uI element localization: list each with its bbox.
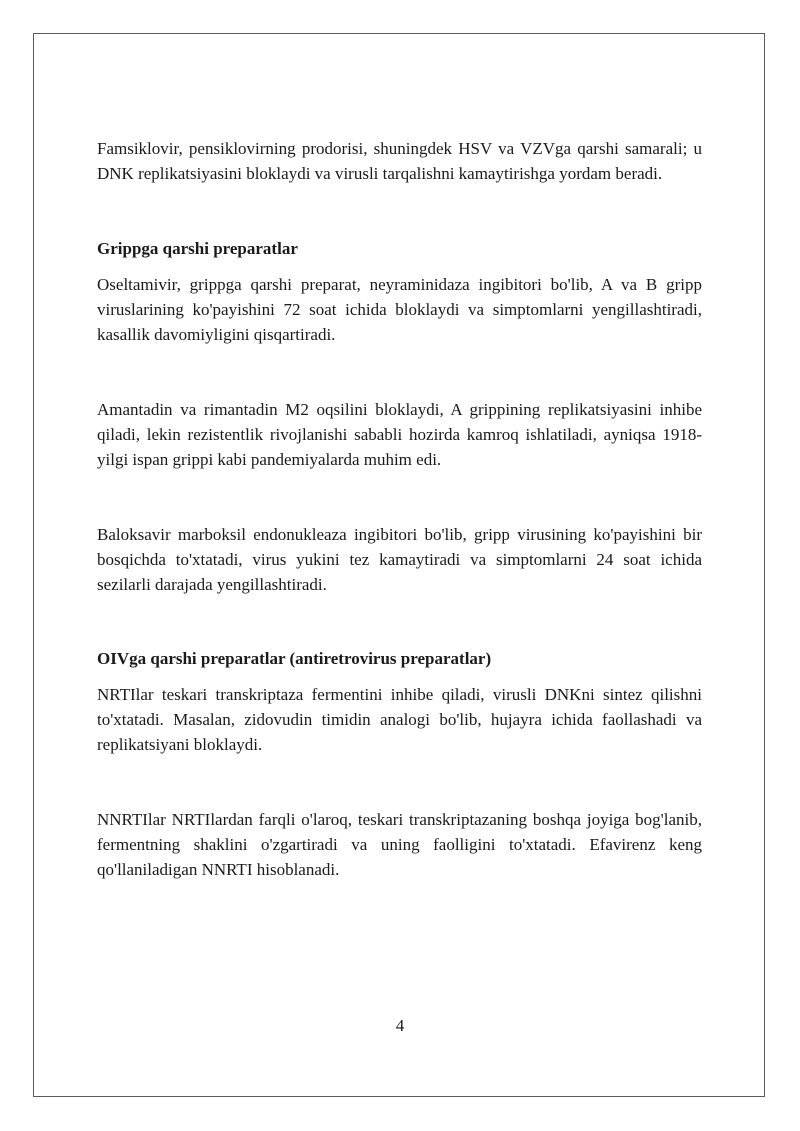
page-content	[97, 136, 702, 882]
paragraph-nnrti: NNRTIlar NRTIlardan farqli o'laroq, teskari transkriptazaning boshqa joyiga bog'lanib, fermentning shaklini o'zgartiradi va uning faolligini to'xtatadi. Efavirenz keng qo'llaniladigan NNRTI hisoblanadi.	[97, 810, 702, 879]
page-number: 4	[395, 1016, 405, 1035]
paragraph-nrti: NRTIlar teskari transkriptaza fermentini inhibe qiladi, virusli DNKni sintez qilishni to'xtatadi. Masalan, zidovudin timidin analogi bo'lib, hujayra ichida faollashadi va replikatsiyani bloklaydi.	[97, 685, 702, 754]
paragraph-oseltamivir: Oseltamivir, grippga qarshi preparat, neyraminidaza ingibitori bo'lib, A va B gripp viruslarining ko'payishini 72 soat ichida bloklaydi va simptomlarni yengillashtiradi, kasallik davomiyligini qisqartiradi.	[97, 275, 702, 344]
paragraph-amantadine: Amantadin va rimantadin M2 oqsilini bloklaydi, A grippining replikatsiyasini inhibe qiladi, lekin rezistentlik rivojlanishi sababli hozirda kamroq ishlatiladi, ayniqsa 1918-yilgi ispan grippi kabi pandemiyalarda muhim edi.	[97, 400, 702, 469]
paragraph-baloxavir: Baloksavir marboksil endonukleaza ingibitori bo'lib, gripp virusining ko'payishini bir bosqichda to'xtatadi, virus yukini tez kamaytiradi va simptomlarni 24 soat ichida sezilarli darajada yengillashtiradi.	[97, 525, 702, 594]
heading-influenza-drugs: Grippga qarshi preparatlar	[97, 239, 298, 258]
paragraph-famciclovir: Famsiklovir, pensiklovirning prodorisi, shuningdek HSV va VZVga qarshi samarali; u DNK replikatsiyasini bloklaydi va virusli tarqalishni kamaytirishga yordam beradi.	[97, 139, 702, 183]
heading-hiv-drugs: OIVga qarshi preparatlar (antiretrovirus preparatlar)	[97, 649, 492, 668]
